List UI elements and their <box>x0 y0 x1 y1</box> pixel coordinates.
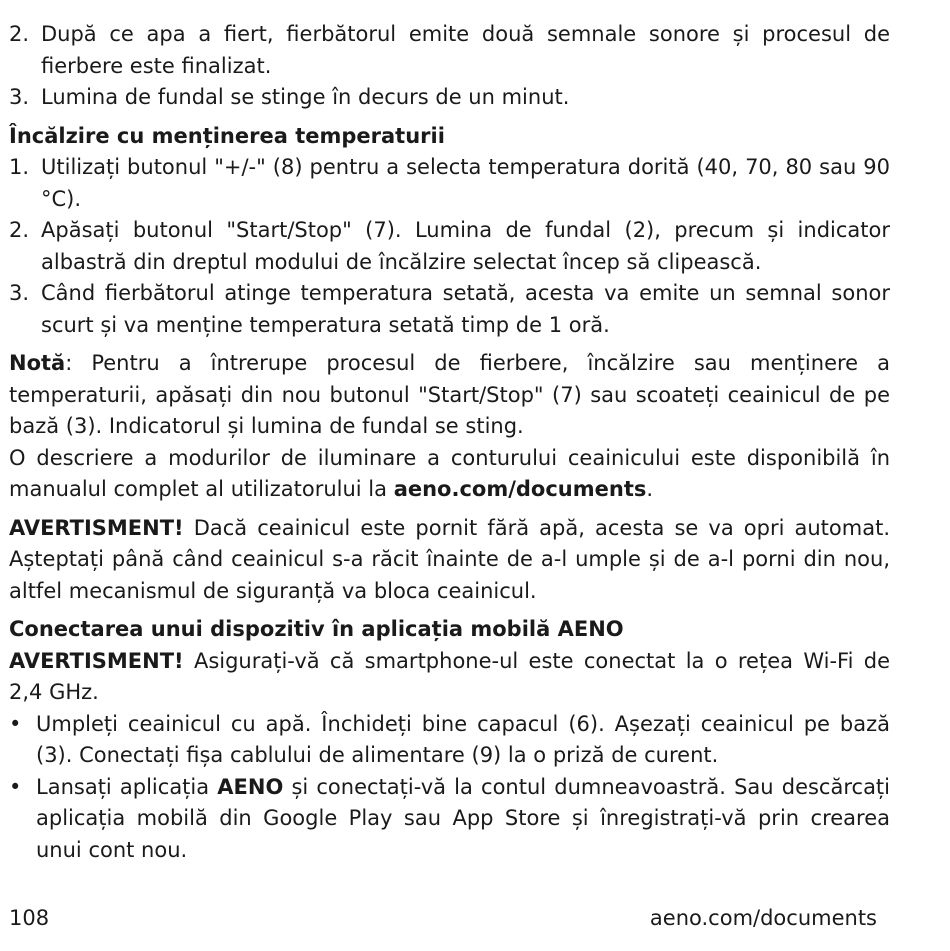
step-number: 3. <box>9 85 30 109</box>
step-number: 2. <box>9 22 30 46</box>
footer-site-link[interactable]: aeno.com/documents <box>649 906 877 930</box>
list-item <box>9 278 890 341</box>
manual-text: O descriere a modurilor de iluminare a conturului ceainicului este disponibilă în manualul complet al utilizatorului la <box>9 445 890 501</box>
step-text: Când fierbătorul atinge temperatura setată, acesta va emite un semnal sonor scurt și va menține temperatura setată timp de 1 oră. <box>41 281 890 337</box>
page-footer <box>9 903 877 934</box>
note-label: Notă <box>9 351 66 375</box>
warning-paragraph <box>9 513 890 608</box>
bullet-icon: • <box>9 774 22 799</box>
boil-steps-list <box>9 19 890 114</box>
connect-steps-list <box>9 709 890 867</box>
list-item <box>9 19 890 82</box>
bullet-text: Lansați aplicația <box>36 774 218 799</box>
warning-text: Dacă ceainicul este pornit fără apă, acesta se va opri automat. Așteptați până când ceainicul s-a răcit înainte de a-l umple și de a-l porni din nou, altfel mecanismul de siguranță va bloca ceainicul. <box>9 515 890 603</box>
wifi-warning-paragraph <box>9 646 890 709</box>
manual-page <box>9 19 890 866</box>
step-text: Apăsați butonul "Start/Stop" (7). Lumina de fundal (2), precum și indicator albastră din dreptul modului de încălzire selectat încep să clipească. <box>41 218 890 274</box>
page-number: 108 <box>9 906 50 930</box>
step-text: După ce apa a fiert, fierbătorul emite două semnale sonore și procesul de fierbere este finalizat. <box>41 22 890 78</box>
app-name: AENO <box>217 774 284 799</box>
list-item <box>9 709 890 772</box>
step-text: Lumina de fundal se stinge în decurs de un minut. <box>41 85 570 109</box>
wifi-warning-text: Asigurați-vă că smartphone-ul este conectat la o rețea Wi-Fi de 2,4 GHz. <box>9 648 890 704</box>
step-number: 3. <box>9 281 30 305</box>
list-item <box>9 82 890 114</box>
step-number: 2. <box>9 218 30 242</box>
manual-paragraph <box>9 443 890 506</box>
list-item <box>9 772 890 867</box>
step-number: 1. <box>9 155 30 179</box>
list-item <box>9 215 890 278</box>
note-paragraph <box>9 348 890 443</box>
note-text: : Pentru a întrerupe procesul de fierbere, încălzire sau menținere a temperaturii, apăsați din nou butonul "Start/Stop" (7) sau scoateți ceainicul de pe bază (3). Indicatorul și lumina de fundal se sting. <box>9 351 890 438</box>
step-text: Utilizați butonul "+/-" (8) pentru a selecta temperatura dorită (40, 70, 80 sau 90 °C). <box>41 155 890 211</box>
manual-end: . <box>646 477 654 501</box>
bullet-icon: • <box>9 711 22 736</box>
connect-section-title: Conectarea unui dispozitiv în aplicația mobilă AENO <box>9 617 624 641</box>
documents-link[interactable]: aeno.com/documents <box>393 477 647 501</box>
bullet-text: și conectați-vă la contul dumneavoastră. Sau descărcați aplicația mobilă din Google Play sau App Store și înregistrați-vă prin crearea unui cont nou. <box>36 774 891 862</box>
warning-label: AVERTISMENT! <box>9 648 184 673</box>
heating-steps-list <box>9 152 890 341</box>
list-item <box>9 152 890 215</box>
warning-label: AVERTISMENT! <box>9 515 184 540</box>
heating-section-title: Încălzire cu menținerea temperaturii <box>9 123 445 148</box>
bullet-text: Umpleți ceainicul cu apă. Închideți bine capacul (6). Așezați ceainicul pe bază (3). Conectați fișa cablului de alimentare (9) la o priză de curent. <box>36 711 890 767</box>
